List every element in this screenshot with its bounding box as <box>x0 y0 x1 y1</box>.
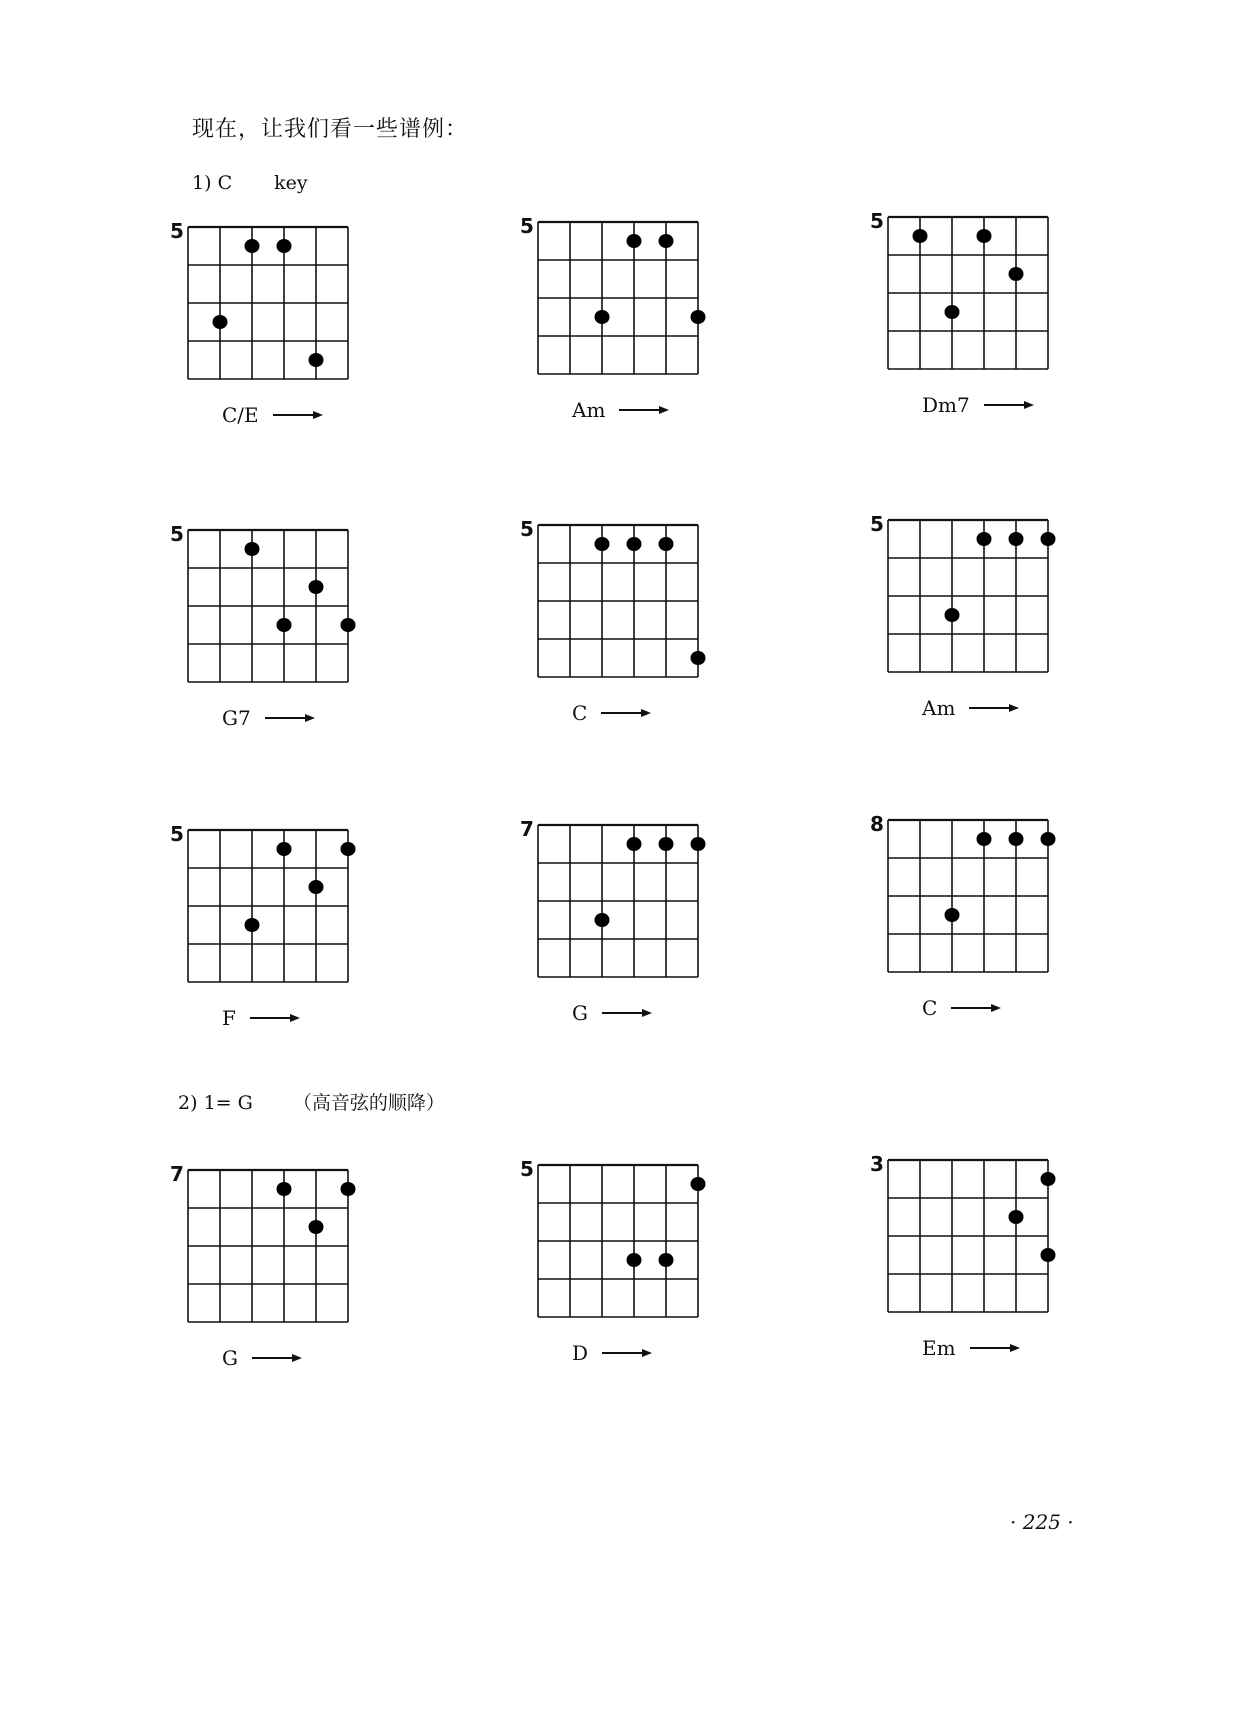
intro-text: 现在，让我们看一些谱例： <box>192 117 469 142</box>
chord-name: C/E <box>222 403 259 427</box>
fretboard-grid <box>188 830 350 986</box>
fret-number: 7 <box>170 1162 184 1186</box>
finger-dot <box>691 651 706 665</box>
section-suffix: （高音弦的顺降） <box>292 1092 445 1114</box>
section-number: 2) <box>178 1092 198 1114</box>
finger-dot <box>595 913 610 927</box>
finger-dot <box>945 305 960 319</box>
chord-diagram <box>520 214 708 422</box>
arrow-icon <box>619 405 669 415</box>
fret-number: 7 <box>520 817 534 841</box>
finger-dot <box>1041 532 1056 546</box>
fret-number: 5 <box>170 219 184 243</box>
chord-label <box>572 1001 652 1025</box>
fret-number: 5 <box>520 517 534 541</box>
fret-number: 5 <box>170 522 184 546</box>
fretboard-grid <box>188 530 350 686</box>
chord-diagram <box>170 1162 358 1370</box>
finger-dot <box>1009 532 1024 546</box>
chord-name: Dm7 <box>922 393 970 417</box>
fretboard-grid <box>188 1170 350 1326</box>
finger-dot <box>277 842 292 856</box>
chord-diagram <box>520 817 708 1025</box>
arrow-icon <box>601 708 651 718</box>
finger-dot <box>277 239 292 253</box>
chord-diagram <box>170 822 358 1030</box>
finger-dot <box>595 310 610 324</box>
chord-label <box>922 1336 1020 1360</box>
chord-name: D <box>572 1341 589 1365</box>
fret-number: 5 <box>870 512 884 536</box>
finger-dot <box>309 880 324 894</box>
fretboard-grid <box>538 1165 700 1321</box>
finger-dot <box>341 1182 356 1196</box>
chord-diagram <box>870 1152 1058 1360</box>
arrow-icon <box>265 713 315 723</box>
chord-name: G7 <box>222 706 251 730</box>
finger-dot <box>1009 1210 1024 1224</box>
chord-name: Am <box>572 398 606 422</box>
chord-name: Em <box>922 1336 956 1360</box>
finger-dot <box>595 537 610 551</box>
section-key: C <box>217 172 233 194</box>
finger-dot <box>1041 1248 1056 1262</box>
fret-number: 5 <box>520 1157 534 1181</box>
finger-dot <box>627 1253 642 1267</box>
chord-label <box>222 1346 302 1370</box>
section-2-label <box>178 1088 445 1115</box>
finger-dot <box>245 918 260 932</box>
fretboard-grid <box>888 1160 1050 1316</box>
finger-dot <box>945 908 960 922</box>
fretboard-grid <box>538 825 700 981</box>
chord-label <box>922 393 1034 417</box>
finger-dot <box>977 532 992 546</box>
chord-diagram <box>870 812 1058 1020</box>
arrow-icon <box>273 410 323 420</box>
finger-dot <box>1041 1172 1056 1186</box>
finger-dot <box>945 608 960 622</box>
arrow-icon <box>969 703 1019 713</box>
arrow-icon <box>602 1348 652 1358</box>
arrow-icon <box>602 1008 652 1018</box>
finger-dot <box>277 618 292 632</box>
finger-dot <box>659 537 674 551</box>
fretboard-grid <box>538 525 700 681</box>
finger-dot <box>691 837 706 851</box>
chord-label <box>572 701 651 725</box>
finger-dot <box>341 842 356 856</box>
fretboard-grid <box>888 217 1050 373</box>
finger-dot <box>627 234 642 248</box>
chord-label <box>572 398 669 422</box>
section-1-label <box>192 172 308 194</box>
finger-dot <box>245 239 260 253</box>
chord-diagram <box>170 522 358 730</box>
finger-dot <box>309 353 324 367</box>
finger-dot <box>691 310 706 324</box>
chord-label <box>922 996 1001 1020</box>
chord-label <box>222 706 315 730</box>
finger-dot <box>213 315 228 329</box>
finger-dot <box>659 837 674 851</box>
fretboard-grid <box>888 520 1050 676</box>
chord-name: F <box>222 1006 236 1030</box>
arrow-icon <box>984 400 1034 410</box>
finger-dot <box>977 832 992 846</box>
finger-dot <box>1009 832 1024 846</box>
arrow-icon <box>250 1013 300 1023</box>
arrow-icon <box>951 1003 1001 1013</box>
section-key: 1= G <box>203 1092 253 1114</box>
arrow-icon <box>252 1353 302 1363</box>
fret-number: 8 <box>870 812 884 836</box>
finger-dot <box>1009 267 1024 281</box>
fret-number: 5 <box>870 209 884 233</box>
chord-diagram <box>520 1157 708 1365</box>
fret-number: 5 <box>170 822 184 846</box>
finger-dot <box>913 229 928 243</box>
section-number: 1) <box>192 172 212 194</box>
finger-dot <box>309 1220 324 1234</box>
chord-name: G <box>572 1001 588 1025</box>
arrow-icon <box>970 1343 1020 1353</box>
page-number: · 225 · <box>1010 1510 1074 1534</box>
chord-diagram <box>520 517 708 725</box>
fretboard-grid <box>538 222 700 378</box>
fretboard-grid <box>188 227 350 383</box>
fretboard-grid <box>888 820 1050 976</box>
chord-label <box>222 403 323 427</box>
chord-name: C <box>572 701 588 725</box>
finger-dot <box>977 229 992 243</box>
finger-dot <box>341 618 356 632</box>
chord-name: C <box>922 996 938 1020</box>
finger-dot <box>1041 832 1056 846</box>
chord-name: G <box>222 1346 238 1370</box>
finger-dot <box>659 1253 674 1267</box>
chord-diagram <box>870 209 1058 417</box>
chord-label <box>222 1006 300 1030</box>
chord-diagram <box>870 512 1058 720</box>
finger-dot <box>659 234 674 248</box>
finger-dot <box>277 1182 292 1196</box>
finger-dot <box>627 837 642 851</box>
chord-label <box>922 696 1019 720</box>
chord-label <box>572 1341 652 1365</box>
finger-dot <box>691 1177 706 1191</box>
section-suffix: key <box>274 172 308 194</box>
chord-name: Am <box>922 696 956 720</box>
chord-diagram <box>170 219 358 427</box>
finger-dot <box>627 537 642 551</box>
fret-number: 5 <box>520 214 534 238</box>
fret-number: 3 <box>870 1152 884 1176</box>
finger-dot <box>309 580 324 594</box>
finger-dot <box>245 542 260 556</box>
